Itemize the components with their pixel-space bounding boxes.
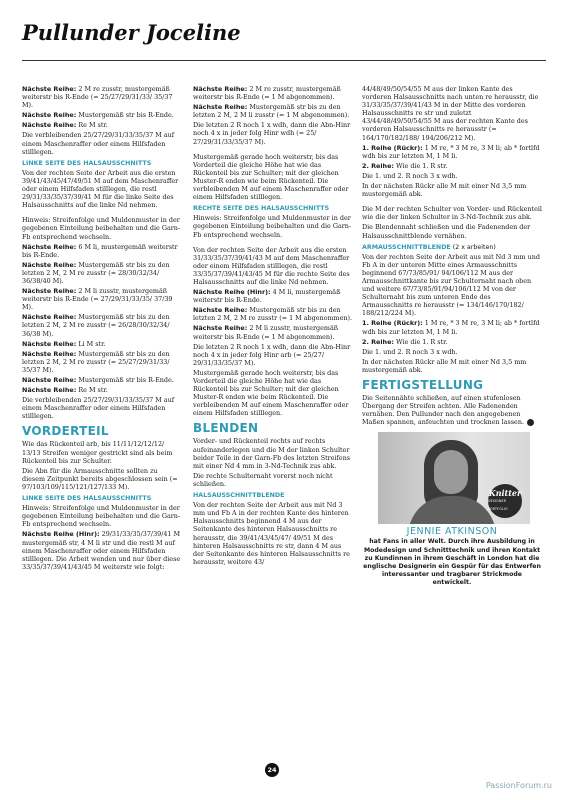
instruction-paragraph (193, 153, 353, 202)
designer-bio: hat Fans in aller Welt. Durch ihre Ausbildung in Modedesign und Schnitttechnik und ihren Kontakt zu Kundinnen in ihrem Geschäft in London hat die englische Designerin ein Gespür für das Entwerfen interessanter und tragbarer Strickmode entwickelt. (363, 538, 541, 587)
instruction-paragraph (22, 111, 182, 119)
paragraph-text: Hinweis: Streifenfolge und Muldenmuster in der gegebenen Einteilung beibehalten und die Garn-Fb entsprechend wechseln. (22, 216, 181, 241)
heading-text: RECHTE SEITE DES HALSAUSSCHNITTS (193, 205, 330, 213)
row-label: 2. Reihe: (362, 337, 394, 346)
paragraph-text: Von der rechten Seite der Arbeit aus mit Nd 3 mm und Fb A in der rechten Kante des hinteren Halsausschnitts beginnend 4 M aus der Seitenkante des hinteren Halsausschnitts re herausstr, die 39/41/43/45/47/ 49/51 M des hinteren Halsausschnitts re str, dann 4 M aus der Seitenkante des hinteren Halsausschnitts re herausstr, weitere 43/ (193, 501, 350, 566)
heading-text: HALSAUSSCHNITTBLENDE (193, 492, 285, 500)
instruction-paragraph (362, 223, 542, 239)
paragraph-text: 2 M re zusstr, mustergemäß weiterstr bis R-Ende (= 1 M abgenommen). (193, 85, 341, 102)
subsection-heading (22, 160, 182, 168)
paragraph-text: Wie das Rückenteil arb, bis 11/11/12/12/12/ 13/13 Streifen weniger gestrickt sind als beim Rückenteil bis zur Schulter. (22, 440, 173, 465)
instruction-paragraph (193, 121, 353, 145)
page-number: 24 (265, 763, 279, 777)
row-label: Nächste Reihe: (22, 349, 77, 358)
row-label: Nächste Reihe: (22, 85, 77, 93)
subsection-heading (362, 244, 542, 252)
instruction-paragraph (22, 440, 182, 464)
instruction-paragraph (362, 348, 542, 356)
paragraph-text: Hinweis: Streifenfolge und Muldenmuster in der gegebenen Einteilung beibehalten und die Garn-Fb entsprechend wechseln. (22, 504, 181, 529)
page-title: Pullunder Joceline (22, 20, 241, 45)
row-label: Nächste Reihe: (22, 287, 77, 296)
instruction-paragraph (22, 467, 182, 491)
instruction-paragraph (22, 243, 182, 259)
column-3 (362, 85, 542, 590)
end-mark-icon (527, 419, 534, 426)
row-label: Nächste Reihe (Hinr): (193, 288, 271, 297)
instruction-paragraph (362, 205, 542, 221)
instruction-paragraph (22, 169, 182, 209)
instruction-paragraph (22, 261, 182, 285)
paragraph-text: 6 M li, mustergemäß weiterstr bis R-Ende. (22, 242, 178, 259)
paragraph-text: Die letzten 2 R noch 1 x wdh, dann die Abn-Hinr noch 4 x in jeder folg Hinr wdh (= 25/ 27/29/31/33/35/37 M). (193, 121, 351, 146)
heading-text: LINKE SEITE DES HALSAUSSCHNITTS (22, 495, 152, 503)
instruction-paragraph (193, 437, 353, 469)
instruction-paragraph (22, 313, 182, 337)
paragraph-text: 29/31/33/35/37/39/41 M mustergemäß str, 4 M li str und die restl M auf einem Maschenraffer oder einem Hilfsfaden stilllegen. Die Arbeit wenden und nur über diese 33/35/37/39/41/43/45 M weiterstr wie folgt: (22, 530, 181, 571)
instruction-paragraph (193, 246, 353, 286)
badge-sub-text: DESIGNER PORTFOLIO (488, 499, 508, 512)
instruction-paragraph (193, 103, 353, 119)
paragraph-text: Re M str. (76, 121, 108, 130)
paragraph-text: Die Abn für die Armausschnitte sollten zu diesem Zeitpunkt bereits abgeschlossen sein (= 97/103/109/115/121/127/133 M). (22, 466, 178, 491)
heading-text: BLENDEN (193, 421, 259, 436)
column-1 (22, 85, 182, 573)
row-label: Nächste Reihe: (22, 121, 77, 130)
instruction-paragraph (22, 131, 182, 155)
badge-logo-text: Knitter (488, 488, 522, 499)
instruction-paragraph (193, 369, 353, 418)
paragraph-text: 2 M li zusstr, mustergemäß weiterstr bis R-Ende (= 1 M abgenommen). (193, 324, 339, 341)
row-label: Nächste Reihe: (22, 376, 77, 384)
row-label: Nächste Reihe: (22, 260, 77, 269)
heading-text: ARMAUSSCHNITTBLENDE (362, 243, 451, 251)
row-label: Nächste Reihe: (22, 339, 77, 348)
instruction-paragraph (193, 472, 353, 488)
paragraph-text: Die rechte Schulternaht vorerst noch nicht schließen. (193, 471, 333, 488)
paragraph-text: Mustergemäß gerade hoch weiterstr, bis das Vorderteil die gleiche Höhe hat wie das Rückenteil bis zur Schulter; mit der gleichen Muster-R enden wie beim Rückenteil. Die verbleibenden M auf einem Maschenraffer oder einem Hilfsfaden stilllegen. (193, 152, 349, 202)
instruction-paragraph (362, 182, 542, 198)
instruction-paragraph (362, 144, 542, 160)
paragraph-text: Die verbleibenden 25/27/29/31/33/35/37 M auf einem Maschenraffer oder einem Hilfsfaden stilllegen. (22, 396, 175, 421)
paragraph-text: 2 M li zusstr, mustergemäß weiterstr bis R-Ende (= 27/29/31/33/35/ 37/39 M). (22, 287, 173, 312)
instruction-paragraph (22, 121, 182, 129)
knitter-badge-logo (488, 484, 522, 518)
instruction-paragraph (22, 530, 182, 570)
section-heading (193, 421, 353, 435)
row-label: Nächste Reihe: (22, 313, 77, 322)
paragraph-text: Mustergemäß str bis R-Ende. (76, 111, 174, 120)
heading-text: VORDERTEIL (22, 424, 109, 439)
subsection-heading (193, 492, 353, 500)
watermark: PassionForum.ru (485, 781, 552, 790)
instruction-paragraph (22, 376, 182, 384)
paragraph-text: Die M der rechten Schulter von Vorder- und Rückenteil wie die der linken Schulter in 3-Nd-Technik zus abk. (362, 205, 542, 222)
paragraph-text: Die Blendennaht schließen und die Fadenenden der Halsausschnittblende vernähen. (362, 223, 531, 240)
paragraph-text: Von der rechten Seite der Arbeit aus die ersten 31/33/35/37/39/41/43 M auf dem Maschenraffer oder einem Hilfsfaden stilllegen, die restl 33/35/37/39/41/43/45 M für die rechte Seite des Halsausschnitts auf die linke Nd nehmen. (193, 245, 350, 286)
instruction-paragraph (22, 504, 182, 528)
paragraph-text: 2 M re zusstr, mustergemäß weiterstr bis R-Ende (= 25/27/29/31/33/ 35/37 M). (22, 85, 173, 110)
instruction-paragraph (22, 340, 182, 348)
row-label: Nächste Reihe: (22, 386, 77, 395)
paragraph-text: 44/48/49/50/54/55 M aus der linken Kante des vorderen Halsausschnitts nach unten re herausstr, die 31/33/35/37/39/41/43 M in der Mitte des vorderen Halsausschnitts re str und zuletzt 43/44/48/49/50/54/55 M aus der rechten Kante des vorderen Halsausschnitts re herausstr (= 164/170/182/188/ 194/206/212 M). (362, 85, 539, 142)
instruction-paragraph (22, 216, 182, 240)
instruction-paragraph (193, 324, 353, 340)
designer-photo (378, 432, 530, 524)
paragraph-text: Mustergemäß gerade hoch weiterstr, bis das Vorderteil die gleiche Höhe hat wie das Rückenteil bis zur Schulter; mit der gleichen Muster-R enden wie beim Rückenteil. Die verbleibenden M auf einem Maschenraffer oder einem Hilfsfaden stilllegen. (193, 368, 349, 418)
paragraph-text: Mustergemäß str bis R-Ende. (76, 376, 174, 384)
instruction-paragraph (193, 343, 353, 367)
paragraph-text: Mustergemäß str bis zu den letzten 2 M, 2 M re zusstr (= 25/27/29/31/33/ 35/37 M). (22, 349, 170, 374)
paragraph-text: Die 1. und 2. R noch 3 x wdh. (362, 347, 458, 356)
paragraph-text: 4 M li, mustergemäß weiterstr bis R-Ende. (193, 288, 341, 305)
paragraph-text: Li M str. (76, 339, 106, 348)
paragraph-text: Mustergemäß str bis zu den letzten 2 M, 2 M re zusstr (= 26/28/30/32/34/ 36/38 M). (22, 313, 170, 338)
instruction-paragraph (193, 306, 353, 322)
paragraph-text: Wie die 1. R str. (393, 161, 448, 170)
paragraph-text: Die 1. und 2. R noch 3 x wdh. (362, 171, 458, 180)
subsection-heading (193, 205, 353, 213)
paragraph-text: Die verbleibenden 25/27/29/31/33/35/37 M auf einem Maschenraffer oder einem Hilfsfaden stilllegen. (22, 131, 175, 156)
paragraph-text: 1 M re, * 3 M re, 3 M li; ab * fortlfd wdh bis zur letzten M, 1 M li. (362, 319, 540, 336)
heading-suffix: (2 x arbeiten) (450, 243, 496, 251)
subsection-heading (22, 495, 182, 503)
section-heading (22, 424, 182, 438)
paragraph-text: Mustergemäß str bis zu den letzten 2 M, 2 M li zusstr (= 1 M abgenommen). (193, 103, 350, 120)
instruction-paragraph (22, 396, 182, 420)
instruction-paragraph (362, 319, 542, 335)
instruction-paragraph (362, 338, 542, 346)
row-label: Nächste Reihe: (193, 85, 248, 93)
instruction-paragraph (22, 386, 182, 394)
paragraph-text: Mustergemäß str bis zu den letzten 2 M, 2 M re zusstr (= 28/30/32/34/ 36/38/40 M). (22, 260, 170, 285)
paragraph-text: Die letzten 2 R noch 1 x wdh, dann die Abn-Hinr noch 4 x in jeder folg Hinr arb (= 25/27/ 29/31/33/35/37 M). (193, 342, 351, 367)
row-label: Nächste Reihe (Hinr): (22, 530, 100, 539)
section-heading (362, 378, 542, 392)
instruction-paragraph (193, 214, 353, 238)
row-label: Nächste Reihe: (22, 111, 77, 120)
row-label: 2. Reihe: (362, 161, 394, 170)
instruction-paragraph (22, 287, 182, 311)
paragraph-text: 1 M re, * 3 M re, 3 M li; ab * fortlfd wdh bis zur letzten M, 1 M li. (362, 143, 540, 160)
instruction-paragraph (22, 85, 182, 109)
instruction-paragraph (362, 162, 542, 170)
instruction-paragraph (22, 350, 182, 374)
instruction-paragraph (362, 172, 542, 180)
row-label: 1. Reihe (Rückr): (362, 143, 423, 152)
row-label: Nächste Reihe: (193, 306, 248, 315)
instruction-paragraph (193, 501, 353, 566)
column-2 (193, 85, 353, 568)
heading-text: LINKE SEITE DES HALSAUSSCHNITTS (22, 159, 152, 167)
instruction-paragraph (362, 85, 542, 142)
row-label: Nächste Reihe: (193, 324, 248, 333)
title-divider (22, 60, 546, 61)
paragraph-text: Mustergemäß str bis zu den letzten 2 M, 2 M re zusstr (= 1 M abgenommen). (193, 306, 353, 323)
paragraph-text: Von der rechten Seite der Arbeit aus mit Nd 3 mm und Fb A in der unteren Mitte eines Armausschnitts beginnend 67/73/85/91/ 94/106/112 M aus der Armausschnittkante bis zur Schulternaht nach oben und weitere 67/73/85/91/94/106/112 M von der Schulternaht bis zum unteren Ende des Armausschnitts re herausstr (= 134/146/170/182/ 188/212/224 M). (362, 252, 540, 318)
instruction-paragraph (362, 394, 542, 426)
paragraph-text: Wie die 1. R str. (393, 337, 448, 346)
heading-text: FERTIGSTELLUNG (362, 378, 484, 392)
paragraph-text: In der nächsten Rückr alle M mit einer Nd 3,5 mm mustergemäß abk. (362, 182, 527, 199)
paragraph-text: Hinweis: Streifenfolge und Muldenmuster in der gegebenen Einteilung beibehalten und die Garn-Fb entsprechend wechseln. (193, 214, 352, 239)
designer-name: JENNIE ATKINSON (406, 526, 498, 538)
row-label: Nächste Reihe: (22, 242, 77, 251)
paragraph-text: Re M str. (76, 386, 108, 395)
instruction-paragraph (193, 288, 353, 304)
instruction-paragraph (362, 358, 542, 374)
paragraph-text: Vorder- und Rückenteil rechts auf rechts aufeinanderlegen und die M der linken Schulter beider Teile in der Garn-Fb des letzten Streifens mit einer Nd 4 mm in 3-Nd-Technik zus abk. (193, 437, 351, 470)
paragraph-text: Die Seitennähte schließen, auf einen stufenlosen Übergang der Streifen achten. Alle Fadenenden vernähen. Den Pullunder nach den angegebenen Maßen spannen, anfeuchten und trocknen lassen. (362, 394, 524, 427)
instruction-paragraph (362, 253, 542, 318)
instruction-paragraph (193, 85, 353, 101)
paragraph-text: In der nächsten Rückr alle M mit einer Nd 3,5 mm mustergemäß abk. (362, 357, 527, 374)
row-label: 1. Reihe (Rückr): (362, 319, 423, 328)
paragraph-text: Von der rechten Seite der Arbeit aus die ersten 39/41/43/45/47/49/51 M auf dem Maschenraffer oder einem Hilfsfaden stilllegen, die restl 29/31/33/35/37/39/41 M für die linke Seite des Halsausschnitts auf die linke Nd nehmen. (22, 168, 179, 210)
row-label: Nächste Reihe: (193, 103, 248, 112)
